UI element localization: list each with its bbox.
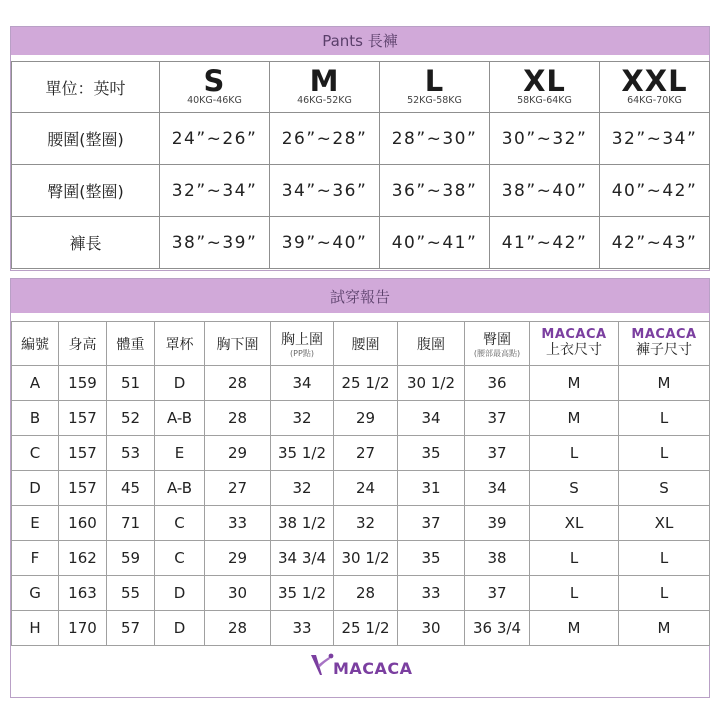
size-header-xxl [600, 62, 710, 113]
size-chart-table [11, 61, 710, 269]
trial-cell: L [530, 576, 619, 611]
brand-label: MACACA [631, 327, 697, 342]
trial-cell: 37 [465, 436, 530, 471]
size-header-m [270, 62, 380, 113]
trial-cell: 34 3/4 [271, 541, 334, 576]
trial-cell: 25 1/2 [334, 366, 398, 401]
measurement-label: 褲長 [12, 217, 160, 269]
trial-cell: 157 [59, 401, 107, 436]
header-label: 腹圍 [417, 336, 445, 353]
trial-cell: L [530, 541, 619, 576]
trial-cell: 24 [334, 471, 398, 506]
header-label: 臀圍 [483, 331, 511, 348]
trial-cell: 33 [205, 506, 271, 541]
trial-column-header [107, 322, 155, 366]
trial-cell: 57 [107, 611, 155, 646]
trial-cell: 29 [205, 541, 271, 576]
measurement-value: 32”~34” [160, 165, 270, 217]
trial-cell: 71 [107, 506, 155, 541]
measurement-value: 34”~36” [270, 165, 380, 217]
trial-cell: 162 [59, 541, 107, 576]
trial-cell: 33 [398, 576, 465, 611]
size-header-s [160, 62, 270, 113]
unit-label: 單位：英吋 [12, 62, 160, 113]
trial-cell: 38 [465, 541, 530, 576]
trial-cell: M [530, 366, 619, 401]
size-row [12, 165, 710, 217]
trial-cell: 170 [59, 611, 107, 646]
trial-cell: 30 1/2 [334, 541, 398, 576]
header-label: 褲子尺寸 [636, 342, 692, 358]
trial-column-header [12, 322, 59, 366]
logo-text: MACACA [333, 659, 413, 678]
header-label: 腰圍 [351, 336, 380, 353]
trial-cell: L [619, 576, 710, 611]
trial-cell: 34 [398, 401, 465, 436]
size-label: XXL [621, 64, 688, 98]
measurement-value: 32”~34” [600, 113, 710, 165]
size-header-xl [490, 62, 600, 113]
header-note: (PP點) [290, 348, 314, 358]
measurement-value: 42”~43” [600, 217, 710, 269]
trial-cell: XL [530, 506, 619, 541]
measurement-label: 臀圍(整圈) [12, 165, 160, 217]
trial-cell: M [530, 611, 619, 646]
trial-cell: 159 [59, 366, 107, 401]
trial-report-title: 試穿報告 [11, 279, 709, 313]
trial-report-panel [10, 278, 710, 698]
trial-cell: 36 3/4 [465, 611, 530, 646]
trial-cell: 29 [205, 436, 271, 471]
trial-cell: 30 [398, 611, 465, 646]
trial-cell: 53 [107, 436, 155, 471]
header-label: 上衣尺寸 [546, 342, 602, 358]
trial-column-header [398, 322, 465, 366]
trial-cell: S [619, 471, 710, 506]
header-note: (腰部最高點) [473, 348, 521, 358]
trial-cell: 32 [334, 506, 398, 541]
trial-cell: D [155, 576, 205, 611]
size-label: L [424, 64, 445, 98]
trial-cell: 34 [465, 471, 530, 506]
trial-cell: 37 [465, 576, 530, 611]
trial-row [12, 541, 710, 576]
measurement-label: 腰圍(整圈) [12, 113, 160, 165]
trial-cell: C [12, 436, 59, 471]
trial-cell: 38 1/2 [271, 506, 334, 541]
size-row [12, 217, 710, 269]
trial-cell: 27 [205, 471, 271, 506]
header-label: 罩杯 [165, 336, 194, 353]
brand-label: MACACA [541, 327, 607, 342]
weight-range: 52KG-58KG [407, 95, 462, 106]
trial-cell: 163 [59, 576, 107, 611]
trial-row [12, 366, 710, 401]
trial-cell: 31 [398, 471, 465, 506]
trial-cell: L [530, 436, 619, 471]
measurement-value: 40”~41” [380, 217, 490, 269]
trial-cell: M [530, 401, 619, 436]
trial-cell: 45 [107, 471, 155, 506]
trial-cell: C [155, 506, 205, 541]
trial-cell: 32 [271, 401, 334, 436]
trial-cell: 28 [205, 366, 271, 401]
trial-cell: L [619, 436, 710, 471]
header-label: 編號 [21, 336, 49, 353]
trial-cell: B [12, 401, 59, 436]
measurement-value: 28”~30” [380, 113, 490, 165]
trial-cell: L [619, 541, 710, 576]
trial-cell: 28 [205, 611, 271, 646]
trial-cell: 34 [271, 366, 334, 401]
trial-cell: F [12, 541, 59, 576]
trial-column-header [205, 322, 271, 366]
weight-range: 40KG-46KG [187, 95, 242, 106]
weight-range: 58KG-64KG [517, 95, 572, 106]
trial-column-header [530, 322, 619, 366]
measurement-value: 24”~26” [160, 113, 270, 165]
trial-cell: L [619, 401, 710, 436]
measurement-value: 36”~38” [380, 165, 490, 217]
size-chart-title: Pants 長褲 [11, 27, 709, 55]
trial-cell: H [12, 611, 59, 646]
trial-cell: 36 [465, 366, 530, 401]
header-label: 胸下圍 [216, 336, 259, 353]
trial-cell: 35 1/2 [271, 436, 334, 471]
trial-column-header [155, 322, 205, 366]
size-header-row [12, 62, 710, 113]
trial-cell: 33 [271, 611, 334, 646]
trial-cell: D [155, 366, 205, 401]
trial-column-header [334, 322, 398, 366]
trial-cell: 25 1/2 [334, 611, 398, 646]
trial-cell: C [155, 541, 205, 576]
measurement-value: 41”~42” [490, 217, 600, 269]
trial-cell: 27 [334, 436, 398, 471]
macaca-logo [307, 651, 447, 685]
trial-cell: 55 [107, 576, 155, 611]
measurement-value: 38”~39” [160, 217, 270, 269]
trial-cell: M [619, 366, 710, 401]
trial-cell: 52 [107, 401, 155, 436]
trial-cell: XL [619, 506, 710, 541]
trial-row [12, 611, 710, 646]
trial-column-header [619, 322, 710, 366]
trial-cell: M [619, 611, 710, 646]
trial-cell: 37 [465, 401, 530, 436]
trial-cell: 51 [107, 366, 155, 401]
trial-cell: 35 1/2 [271, 576, 334, 611]
header-label: 胸上圍 [281, 331, 323, 348]
trial-cell: 30 1/2 [398, 366, 465, 401]
trial-cell: 37 [398, 506, 465, 541]
trial-cell: 160 [59, 506, 107, 541]
weight-range: 64KG-70KG [627, 95, 682, 106]
trial-cell: 32 [271, 471, 334, 506]
trial-cell: S [530, 471, 619, 506]
measurement-value: 26”~28” [270, 113, 380, 165]
weight-range: 46KG-52KG [297, 95, 352, 106]
trial-cell: G [12, 576, 59, 611]
trial-cell: 35 [398, 436, 465, 471]
trial-row [12, 471, 710, 506]
measurement-value: 38”~40” [490, 165, 600, 217]
trial-cell: 29 [334, 401, 398, 436]
trial-cell: A-B [155, 401, 205, 436]
trial-cell: E [12, 506, 59, 541]
size-header-l [380, 62, 490, 113]
trial-header-row [12, 322, 710, 366]
trial-report-table [11, 321, 710, 646]
size-label: S [203, 64, 226, 98]
trial-cell: 39 [465, 506, 530, 541]
trial-row [12, 436, 710, 471]
measurement-value: 30”~32” [490, 113, 600, 165]
trial-cell: 157 [59, 471, 107, 506]
trial-column-header [271, 322, 334, 366]
trial-cell: D [12, 471, 59, 506]
trial-row [12, 401, 710, 436]
trial-row [12, 576, 710, 611]
size-label: XL [523, 64, 566, 98]
trial-cell: 59 [107, 541, 155, 576]
trial-cell: 28 [205, 401, 271, 436]
measurement-value: 40”~42” [600, 165, 710, 217]
trial-cell: 30 [205, 576, 271, 611]
header-label: 身高 [68, 336, 97, 353]
measurement-value: 39”~40” [270, 217, 380, 269]
trial-row [12, 506, 710, 541]
trial-column-header [465, 322, 530, 366]
trial-cell: 28 [334, 576, 398, 611]
header-label: 體重 [116, 336, 145, 353]
trial-column-header [59, 322, 107, 366]
size-row [12, 113, 710, 165]
trial-cell: A [12, 366, 59, 401]
trial-cell: E [155, 436, 205, 471]
trial-cell: 35 [398, 541, 465, 576]
size-label: M [309, 64, 340, 98]
trial-cell: 157 [59, 436, 107, 471]
trial-cell: D [155, 611, 205, 646]
size-chart-panel [10, 26, 710, 271]
trial-cell: A-B [155, 471, 205, 506]
